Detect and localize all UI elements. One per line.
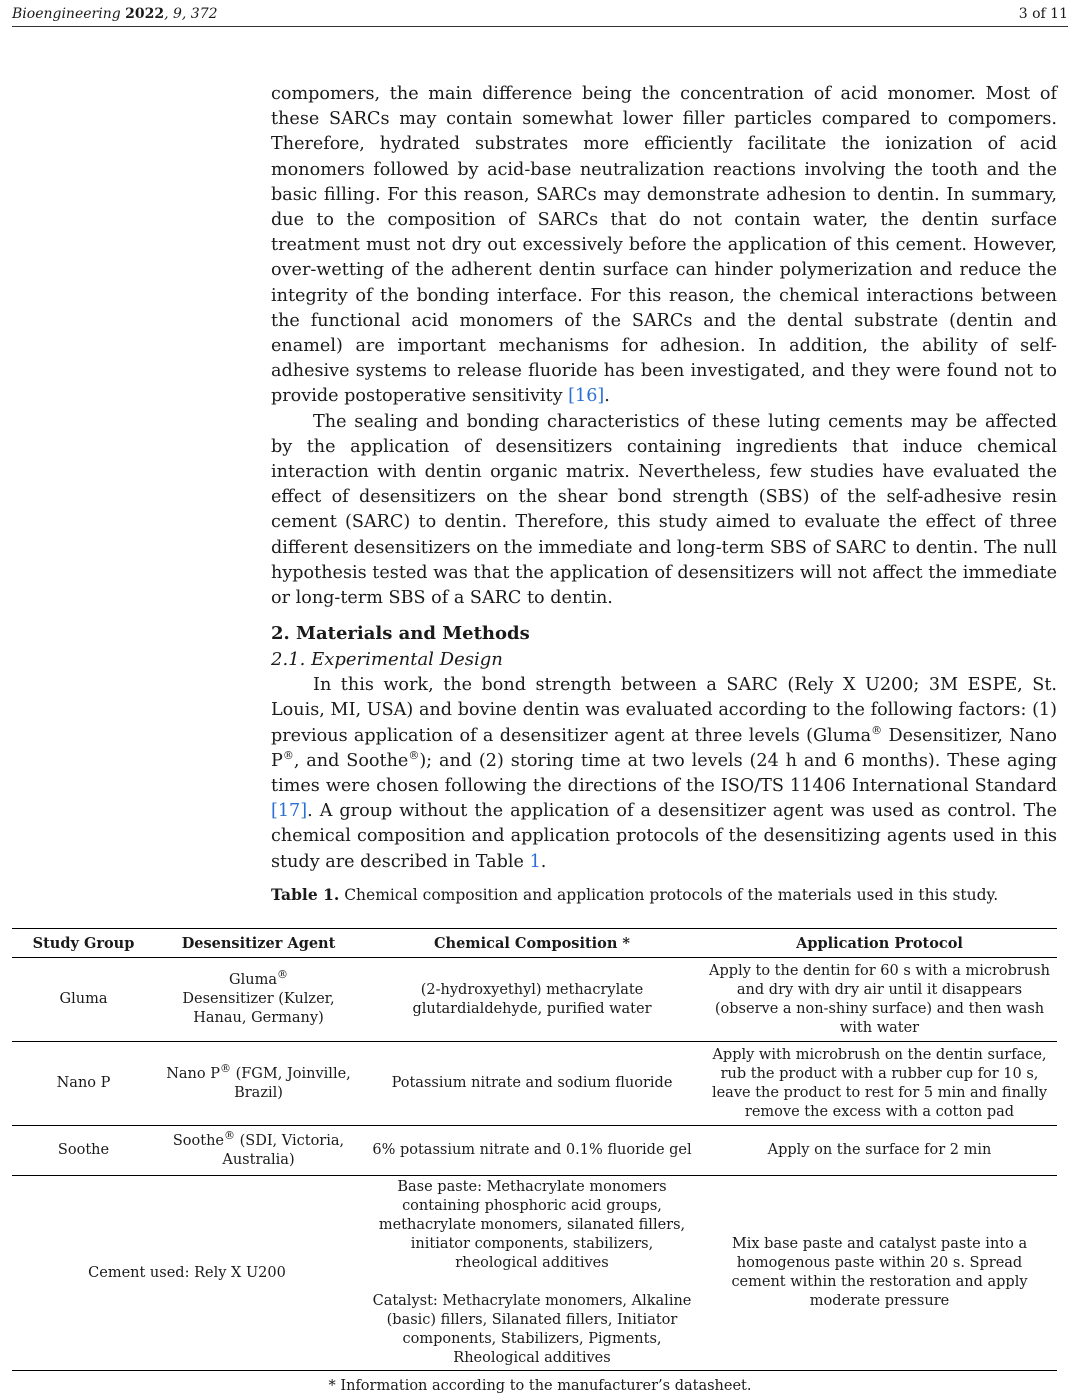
cell-group: Nano P xyxy=(56,1075,111,1091)
section-heading: 2. Materials and Methods xyxy=(271,623,530,645)
cell-group: Soothe xyxy=(57,1142,110,1158)
paragraph-3-text-b: Desensitizer, Nano P xyxy=(271,725,1057,771)
table-row-cement xyxy=(12,1176,1057,1371)
reference-link-17[interactable]: [17] xyxy=(271,801,308,822)
cell-protocol: Apply with microbrush on the dentin surface, rub the product with a rubber cup for 10 s, leave the product to rest for 5 min and finally remove the excess with a cotton pad xyxy=(711,1046,1048,1120)
paragraph-1 xyxy=(271,82,1057,410)
registered-mark: ® xyxy=(408,749,420,763)
agent-detail: Desensitizer (Kulzer, Hanau, Germany) xyxy=(182,991,335,1026)
base-paste-text: Base paste: Methacrylate monomers containing phosphoric acid groups, methacrylate monomers, silanated fillers, initiator components, stabilizers, rheological additives xyxy=(378,1179,686,1271)
reference-link-16[interactable]: [16] xyxy=(568,386,605,407)
table-row xyxy=(12,1126,1057,1176)
registered-mark: ® xyxy=(871,723,883,737)
cell-group: Gluma xyxy=(59,991,108,1007)
subsection-heading: 2.1. Experimental Design xyxy=(271,649,503,671)
cell-agent xyxy=(155,1126,362,1176)
header-application-protocol: Application Protocol xyxy=(796,934,963,952)
paragraph-3-text-e: . A group without the application of a desensitizer agent was used as control. The chemical composition and application protocols of the desensitizing agents used in this study are described in Table xyxy=(271,801,1057,872)
header-study-group: Study Group xyxy=(32,934,135,952)
agent-name: Gluma xyxy=(229,972,277,988)
cell-protocol: Apply to the dentin for 60 s with a microbrush and dry with dry air until it disappears (observe a non-shiny surface) and then wash with water xyxy=(709,962,1050,1036)
header-chemical-composition: Chemical Composition * xyxy=(433,934,631,952)
table-row xyxy=(12,958,1057,1042)
cell-cement-protocol: Mix base paste and catalyst paste into a homogenous paste within 20 s. Spread cement within the restoration and apply moderate pressure xyxy=(731,1236,1028,1309)
registered-mark: ® xyxy=(276,968,288,982)
agent-detail: (FGM, Joinville, Brazil) xyxy=(230,1065,351,1101)
paragraph-1-text: compomers, the main difference being the concentration of acid monomer. Most of these SARCs may contain somewhat lower filler particles compared to compomers. Therefore, hydrated substrates more efficiently facilitate the ionization of acid monomers followed by acid-base neutralization reactions involving the tooth and the basic filling. For this reason, SARCs may demonstrate adhesion to dentin. In summary, due to the composition of SARCs that do not contain water, the dentin surface treatment must not dry out excessively before the application of this cement. However, over-wetting of the adherent dentin surface can hinder polymerization and reduce the integrity of the bonding interface. For this reason, the chemical interactions between the functional acid monomers of the SARCs and the dental substrate (dentin and enamel) are important mechanisms for adhesion. In addition, the ability of self-adhesive systems to release fluoride has been investigated, and they were found not to provide postoperative sensitivity xyxy=(271,84,1057,407)
page-header xyxy=(12,2,1068,27)
registered-mark: ® xyxy=(282,749,294,763)
table-caption xyxy=(271,884,1057,906)
paragraph-1-end: . xyxy=(604,386,610,407)
journal-volume: , 9, 372 xyxy=(164,6,218,22)
spacer xyxy=(368,1273,696,1292)
agent-detail: (SDI, Victoria, Australia) xyxy=(222,1132,345,1168)
cell-cement-label: Cement used: Rely X U200 xyxy=(88,1264,286,1281)
table-caption-text: Chemical composition and application protocols of the materials used in this study. xyxy=(339,886,999,904)
paragraph-3-text-c: , and Soothe xyxy=(293,750,409,771)
table-caption-label: Table 1. xyxy=(271,885,340,904)
registered-mark: ® xyxy=(219,1061,231,1075)
journal-name: Bioengineering xyxy=(12,6,121,22)
cell-protocol: Apply on the surface for 2 min xyxy=(767,1142,992,1158)
paragraph-3-end: . xyxy=(540,851,547,872)
catalyst-text: Catalyst: Methacrylate monomers, Alkaline (basic) fillers, Silanated fillers, Initiator components, Stabilizers, Pigments, Rheological additives xyxy=(372,1293,692,1366)
table-header-row xyxy=(12,929,1057,958)
paragraph-3-text-a: In this work, the bond strength between a SARC (Rely X U200; 3M ESPE, St. Louis, MI, USA) and bovine dentin was evaluated according to the following factors: (1) previous application of a desensitizer agent at three levels (Gluma xyxy=(271,675,1057,746)
cell-agent xyxy=(155,1042,362,1126)
cell-cement-composition xyxy=(362,1176,702,1371)
materials-table xyxy=(12,928,1057,1371)
cell-composition: 6% potassium nitrate and 0.1% fluoride gel xyxy=(372,1142,692,1158)
table-row xyxy=(12,1042,1057,1126)
paragraph-3-text-d: ); and (2) storing time at two levels (24 h and 6 months). These aging times were chosen following the directions of the ISO/TS 11406 International Standard xyxy=(271,750,1057,797)
table-1-link[interactable]: 1 xyxy=(529,851,541,872)
cell-agent xyxy=(155,958,362,1042)
agent-name: Nano P xyxy=(166,1065,220,1082)
paragraph-3 xyxy=(271,673,1057,875)
article-body xyxy=(271,82,1057,875)
cell-composition: Potassium nitrate and sodium fluoride xyxy=(391,1075,673,1091)
registered-mark: ® xyxy=(224,1128,235,1142)
paragraph-2: The sealing and bonding characteristics of these luting cements may be affected by the application of desensitizers containing ingredients that induce chemical interaction with dentin organic matrix. Nevertheless, few studies have evaluated the effect of desensitizers on the shear bond strength (SBS) of the self-adhesive resin cement (SARC) to dentin. Therefore, this study aimed to evaluate the effect of three different desensitizers on the immediate and long-term SBS of SARC to dentin. The null hypothesis tested was that the application of desensitizers will not affect the immediate or long-term SBS of a SARC to dentin. xyxy=(271,411,1057,609)
cell-composition: (2-hydroxyethyl) methacrylate glutardialdehyde, purified water xyxy=(412,981,652,1017)
table-footnote: * Information according to the manufacturer’s datasheet. xyxy=(328,1378,752,1394)
journal-year: 2022 xyxy=(125,6,165,22)
journal-citation xyxy=(12,6,218,22)
page-number: 3 of 11 xyxy=(1018,6,1068,22)
agent-name: Soothe xyxy=(172,1132,224,1149)
header-desensitizer-agent: Desensitizer Agent xyxy=(181,934,336,952)
